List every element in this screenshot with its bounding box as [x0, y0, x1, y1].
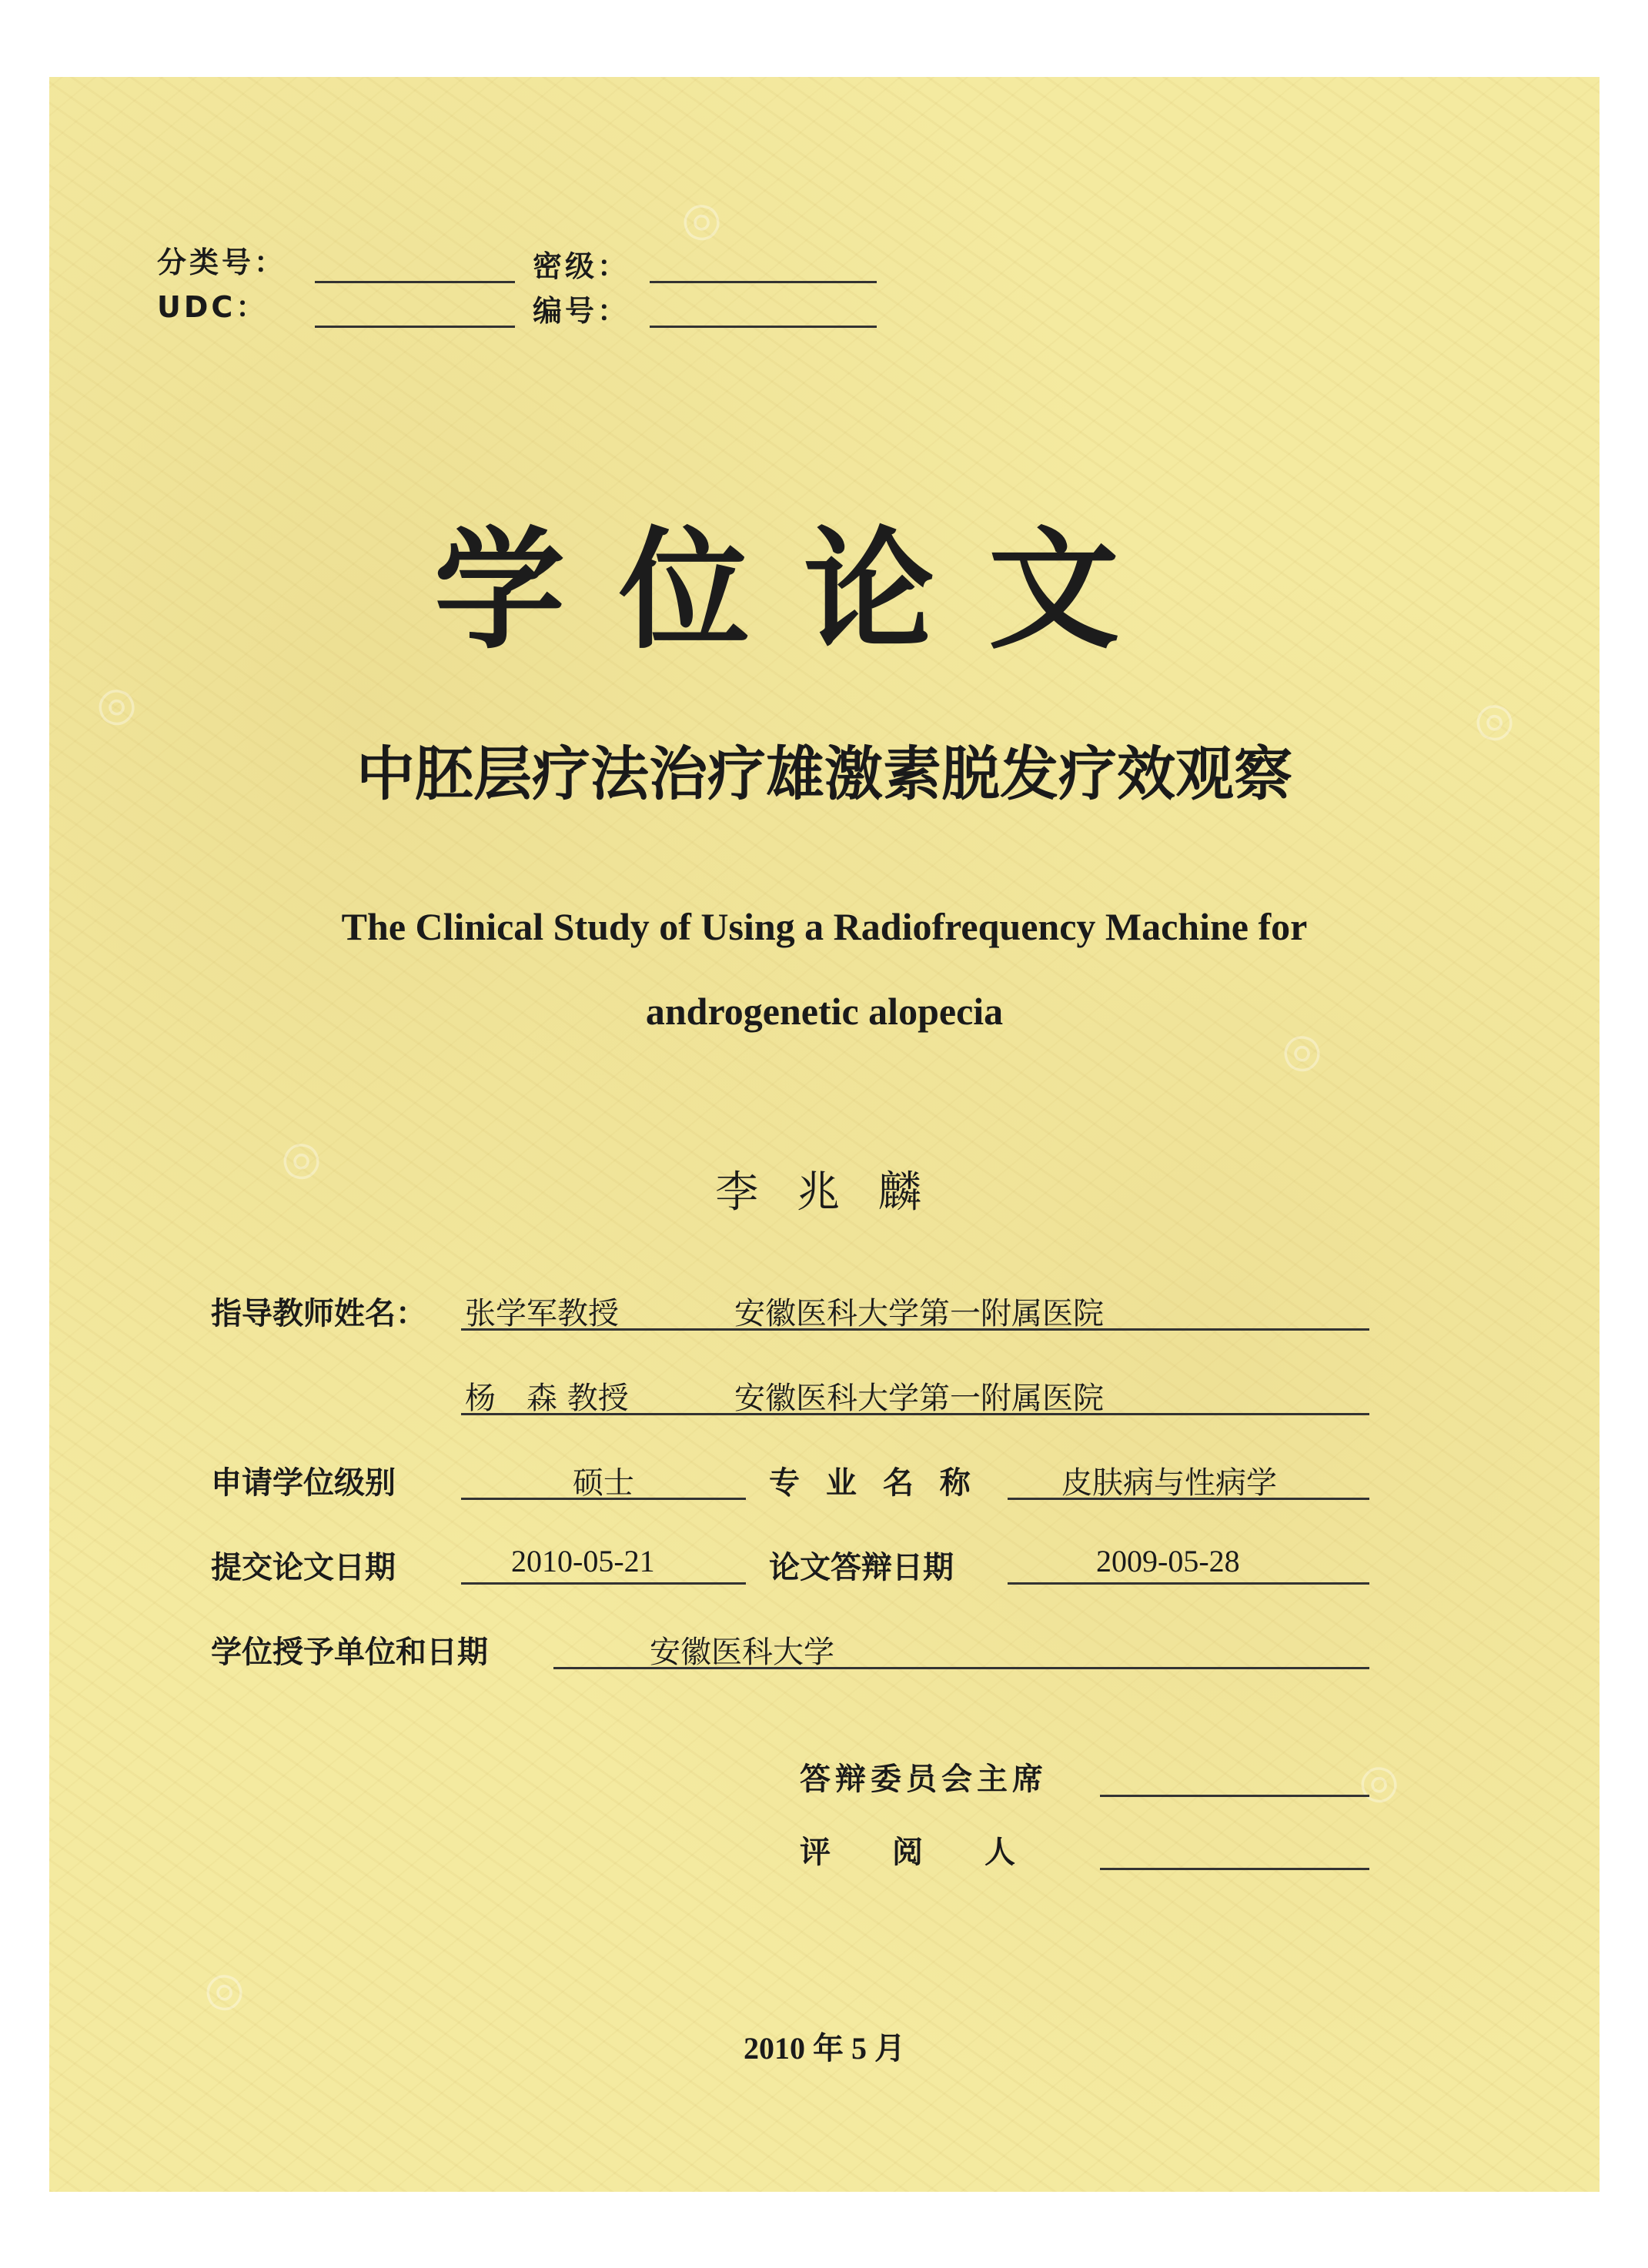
reviewer-underline [1100, 1868, 1369, 1870]
defense-date-label: 论文答辩日期 [769, 1550, 954, 1585]
grant-unit-value: 安徽医科大学 [650, 1635, 834, 1670]
degree-level-underline [461, 1498, 746, 1500]
thesis-title-chinese: 中胚层疗法治疗雄激素脱发疗效观察 [356, 740, 1292, 808]
supervisor-label: 指导教师姓名： [211, 1296, 426, 1331]
submit-date-value: 2010-05-21 [511, 1544, 655, 1578]
security-level-label: 密级： [533, 249, 630, 283]
degree-level-value: 硕士 [573, 1465, 634, 1501]
thesis-cover [49, 77, 1600, 2192]
major-value: 皮肤病与性病学 [1061, 1465, 1277, 1501]
supervisor-affiliation-2: 安徽医科大学第一附属医院 [734, 1381, 1104, 1416]
watermark-logo: ◎ [673, 187, 728, 252]
supervisor-name-2: 杨 森 教授 [465, 1381, 629, 1416]
defense-date-value: 2009-05-28 [1096, 1544, 1240, 1578]
thesis-title-english-line1: The Clinical Study of Using a Radiofrequency Machine for [341, 905, 1308, 948]
submit-date-underline [461, 1582, 746, 1585]
udc-field [315, 326, 515, 328]
udc-label: UDC： [157, 290, 269, 324]
committee-chair-underline [1100, 1795, 1369, 1797]
supervisor-underline-2 [461, 1413, 1369, 1415]
degree-level-label: 申请学位级别 [211, 1465, 396, 1501]
supervisor-name-1: 张学军教授 [465, 1296, 619, 1331]
defense-date-underline [1008, 1582, 1369, 1585]
watermark-logo: ◎ [1350, 1749, 1406, 1814]
classification-field [315, 281, 515, 283]
watermark-logo: ◎ [1466, 687, 1521, 752]
author-name: 李 兆 麟 [715, 1167, 934, 1218]
supervisor-affiliation-1: 安徽医科大学第一附属医院 [734, 1296, 1104, 1331]
major-underline [1008, 1498, 1369, 1500]
security-level-field [650, 281, 877, 283]
watermark-logo: ◎ [272, 1126, 328, 1191]
number-field [650, 326, 877, 328]
page-title: 学位论文 [434, 513, 1174, 667]
watermark-logo: ◎ [1273, 1018, 1329, 1083]
thesis-title-english-line2: androgenetic alopecia [645, 990, 1004, 1033]
classification-label: 分类号： [157, 246, 287, 279]
supervisor-underline-1 [461, 1328, 1369, 1331]
major-label: 专 业 名 称 [769, 1465, 978, 1501]
cover-date: 2010 年 5 月 [744, 2031, 905, 2066]
submit-date-label: 提交论文日期 [211, 1550, 396, 1585]
grant-unit-label: 学位授予单位和日期 [211, 1635, 488, 1670]
grant-unit-underline [553, 1667, 1369, 1669]
number-label: 编号： [533, 294, 630, 328]
committee-chair-label: 答辩委员会主席 [800, 1762, 1048, 1797]
watermark-logo: ◎ [88, 672, 143, 737]
watermark-logo: ◎ [196, 1957, 251, 2022]
reviewer-label: 评 阅 人 [800, 1835, 1015, 1870]
